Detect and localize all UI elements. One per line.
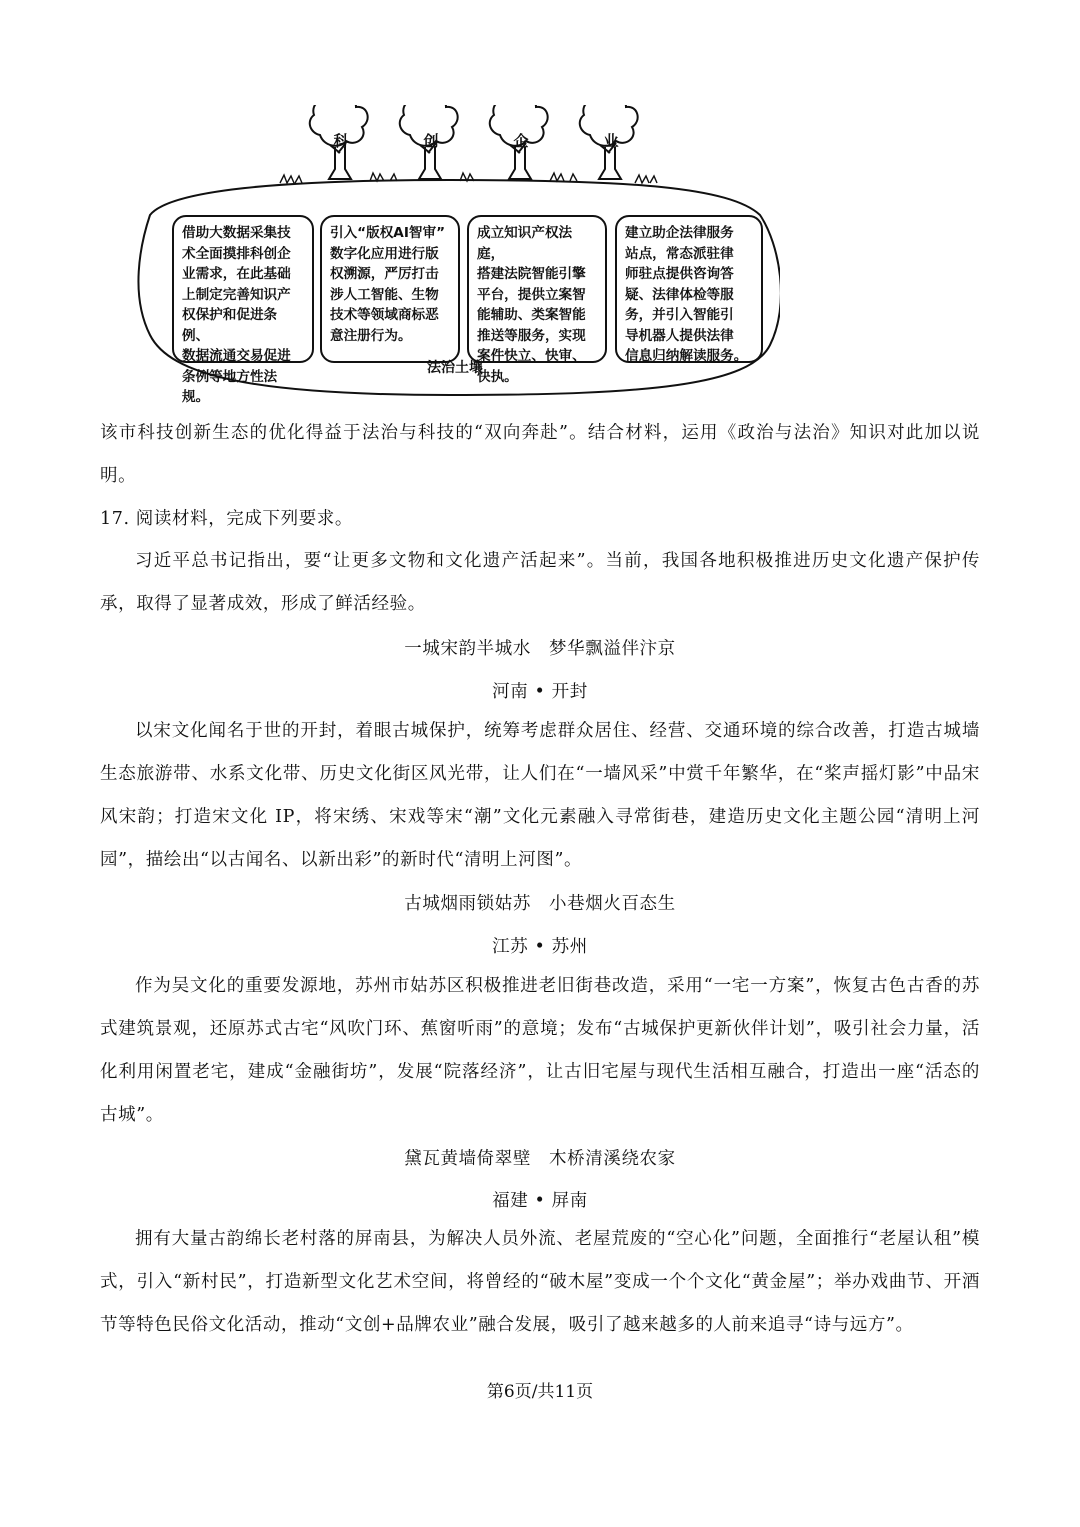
intro-paragraph: 习近平总书记指出，要“让更多文物和文化遗产活起来”。当前，我国各地积极推进历史文化遗产保护传承，取得了显著成效，形成了鲜活经验。 (100, 551, 980, 614)
section-1-body: 以宋文化闻名于世的开封，着眼古城保护，统筹考虑群众居住、经营、交通环境的综合改善，打造古城墙生态旅游带、水系文化带、历史文化街区风光带，让人们在“一墙风采”中赏千年繁华，在“桨声摇灯影”中品宋风宋韵；打造宋文化 IP，将宋绣、宋戏等宋“潮”文化元素融入寻常街巷，建造历史文化主题公园“清明上河园”，描绘出“以古闻名、以新出彩”的新时代“清明上河图”。 (100, 721, 980, 870)
card-ai-copyright: 引入“版权AI智审” 数字化应用进行版 权溯源，严厉打击 涉人工智能、生物 技术等领域商标恶 意注册行为。 (320, 215, 460, 363)
section-3-body: 拥有大量古韵绵长老村落的屏南县，为解决人员外流、老屋荒废的“空心化”问题，全面推行“老屋认租”模式，引入“新村民”，打造新型文化艺术空间，将曾经的“破木屋”变成一个个文化“黄金屋”；举办戏曲节、开酒节等特色民俗文化活动，推动“文创+品牌农业”融合发展，吸引了越来越多的人前来追寻“诗与远方”。 (100, 1229, 980, 1335)
section-2-body: 作为吴文化的重要发源地，苏州市姑苏区积极推进老旧街巷改造，采用“一宅一方案”，恢复古色古香的苏式建筑景观，还原苏式古宅“风吹门环、蕉窗听雨”的意境；发布“古城保护更新伙伴计划”，吸引社会力量，活化利用闲置老宅，建成“金融街坊”，发展“院落经济”，让古旧宅屋与现代生活相互融合，打造出一座“活态的古城”。 (100, 976, 980, 1125)
tree-label-4: 业 (603, 132, 619, 150)
question-16-text: 该市科技创新生态的优化得益于法治与科技的“双向奔赴”。结合材料，运用《政治与法治》知识对此加以说明。 (100, 423, 980, 486)
tree-label-2: 创 (423, 132, 439, 150)
card-legal-service: 建立助企法律服务 站点，常态派驻律 师驻点提供咨询答 疑、法律体检等服 务，并引入智能引 导机器人提供法律 信息归纳解读服务。 (615, 215, 763, 363)
section-2-place: 江苏 • 苏州 (492, 937, 588, 957)
section-2-title: 古城烟雨锁姑苏 小巷烟火百态生 (404, 894, 676, 914)
card-ip-court: 成立知识产权法庭， 搭建法院智能引擎 平台，提供立案智 能辅助、类案智能 推送等服务，实现 案件快立、快审、 快执。 (467, 215, 607, 363)
card-local-regulations: 借助大数据采集技 术全面摸排科创企 业需求，在此基础 上制定完善知识产 权保护和促进条例、 数据流通交易促进 条例等地方性法规。 (172, 215, 314, 363)
section-1-title: 一城宋韵半城水 梦华飘溢伴汴京 (404, 639, 676, 659)
tree-drawings (310, 105, 638, 179)
section-3-place: 福建 • 屏南 (492, 1191, 588, 1211)
soil-label: 法治土壤 (427, 360, 483, 376)
section-1-place: 河南 • 开封 (492, 682, 588, 702)
question-17-heading: 17. 阅读材料，完成下列要求。 (100, 509, 353, 529)
tree-label-3: 企 (513, 132, 529, 150)
section-3-title: 黛瓦黄墙倚翠壁 木桥清溪绕农家 (404, 1149, 676, 1169)
tree-label-1: 科 (333, 132, 349, 150)
rule-of-law-diagram (130, 105, 780, 405)
page-footer: 第6页/共11页 (486, 1382, 594, 1402)
